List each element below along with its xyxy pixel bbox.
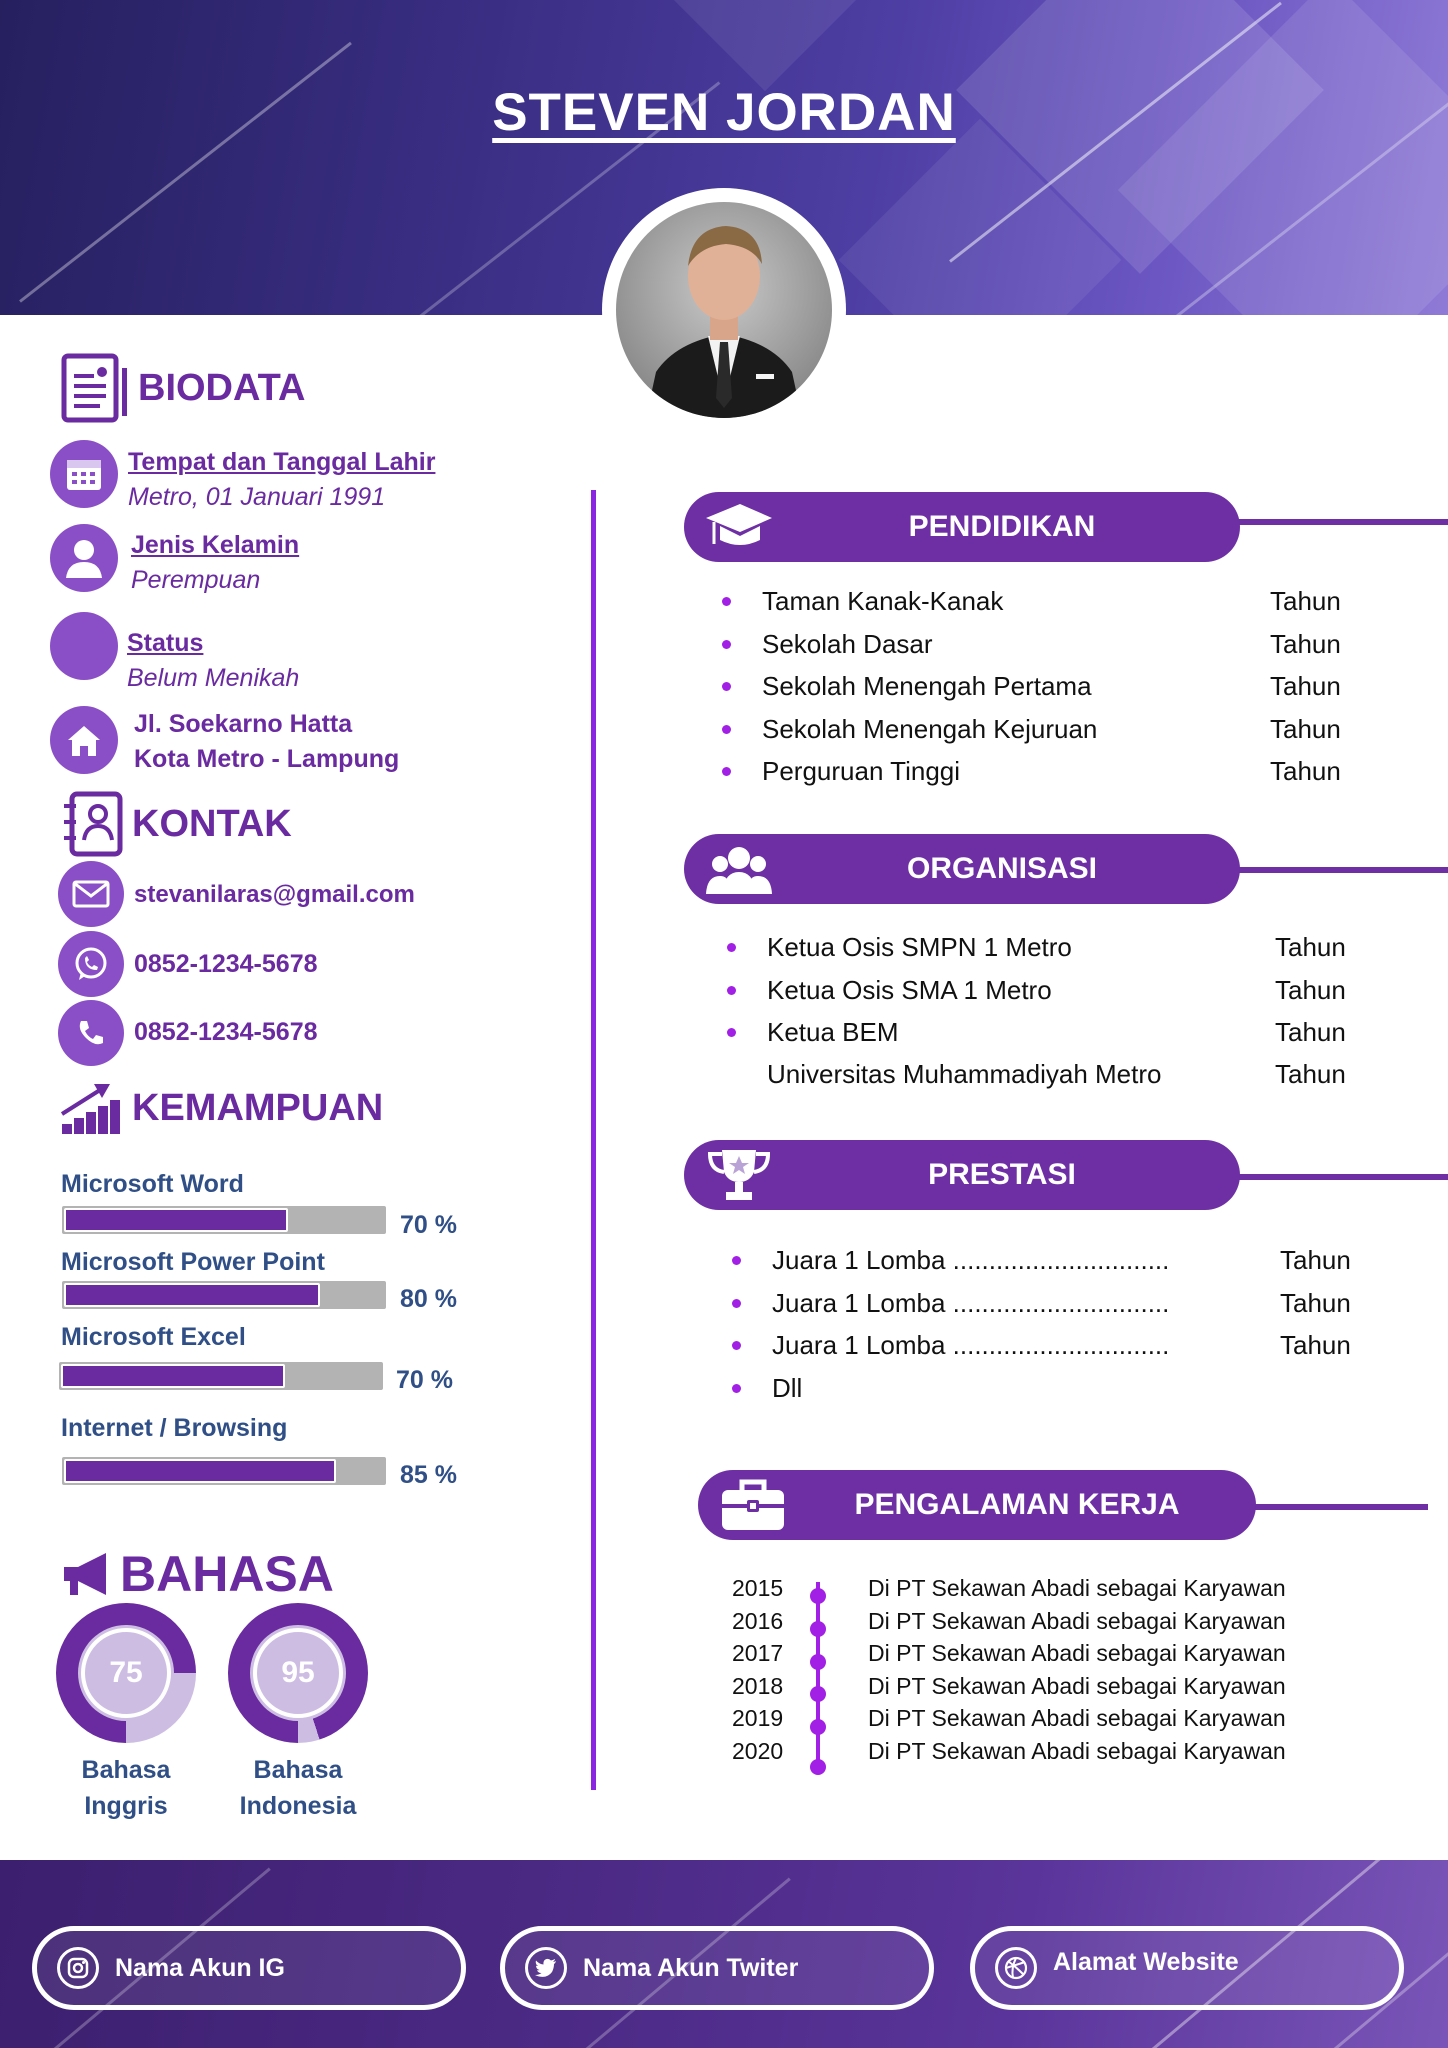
skill-percent: 80 %: [400, 1285, 457, 1313]
timeline-text: Di PT Sekawan Abadi sebagai Karyawan: [868, 1607, 1286, 1634]
website-link[interactable]: [970, 1926, 1404, 2010]
education-name: Taman Kanak-Kanak: [762, 586, 1004, 616]
skill-bar-fill: [64, 1283, 320, 1307]
bullet: [732, 1341, 741, 1350]
email-text[interactable]: stevanilaras@gmail.com: [134, 881, 415, 908]
skill-name: Microsoft Power Point: [61, 1248, 325, 1276]
gender-value: Perempuan: [131, 566, 261, 594]
list-item: [767, 1011, 1367, 1054]
education-name: Perguruan Tinggi: [762, 756, 961, 786]
language-heading: [60, 1545, 334, 1603]
language-label-line1: Bahasa: [81, 1756, 171, 1784]
skills-heading: [60, 1080, 383, 1136]
whatsapp-number[interactable]: 0852-1234-5678: [134, 950, 318, 978]
bullet: [732, 1299, 741, 1308]
bullet: [722, 767, 731, 776]
website-label: Alamat Website: [1053, 1947, 1239, 1976]
list-item: [762, 750, 1362, 793]
address-line1: Jl. Soekarno Hatta: [134, 710, 353, 738]
bullet: [732, 1384, 741, 1393]
address-line2: Kota Metro - Lampung: [134, 745, 400, 773]
skill-percent: 70 %: [400, 1211, 457, 1239]
skill-bar: [62, 1281, 386, 1309]
calendar-icon: [50, 440, 118, 508]
biodata-heading: [60, 352, 305, 424]
timeline-dot: [810, 1759, 826, 1775]
skill-name: Microsoft Excel: [61, 1323, 246, 1351]
timeline-dot: [810, 1621, 826, 1637]
education-year: Tahun: [1270, 671, 1341, 701]
skill-bar: [59, 1362, 383, 1390]
language-label-line2: Indonesia: [239, 1792, 357, 1820]
organization-year: Tahun: [1275, 974, 1346, 1005]
list-item: [772, 1324, 1372, 1367]
achievement-name: Dll: [772, 1372, 803, 1403]
skill-bar: [62, 1457, 386, 1485]
education-banner: [684, 492, 1240, 562]
bullet: [722, 682, 731, 691]
timeline-dot: [810, 1686, 826, 1702]
growth-chart-icon: [60, 1080, 124, 1136]
organization-banner: [684, 834, 1240, 904]
gender-label: Jenis Kelamin: [131, 531, 300, 559]
list-item: [762, 665, 1362, 708]
education-title: PENDIDIKAN: [908, 510, 1096, 543]
document-icon: [60, 352, 130, 424]
language-label: [218, 1752, 378, 1824]
achievement-year: Tahun: [1280, 1330, 1351, 1360]
education-year: Tahun: [1270, 756, 1341, 786]
skill-percent: 70 %: [396, 1366, 453, 1394]
education-year: Tahun: [1270, 628, 1341, 659]
contact-title: KONTAK: [132, 802, 292, 845]
list-item: [767, 926, 1367, 969]
bullet: [727, 1028, 736, 1037]
language-label-line2: Inggris: [84, 1792, 168, 1820]
bullet: [727, 943, 736, 952]
organization-name: Ketua Osis SMPN 1 Metro: [767, 932, 1072, 962]
organization-name: Ketua Osis SMA 1 Metro: [767, 974, 1052, 1005]
bullet: [732, 1256, 741, 1265]
timeline-text: Di PT Sekawan Abadi sebagai Karyawan: [868, 1640, 1286, 1666]
language-gauge: [228, 1603, 368, 1743]
birth-value: Metro, 01 Januari 1991: [128, 483, 386, 511]
organization-name: Universitas Muhammadiyah Metro: [767, 1058, 1162, 1089]
list-item: [772, 1367, 1372, 1410]
education-name: Sekolah Menengah Kejuruan: [762, 713, 1098, 744]
timeline-year: 2017: [732, 1640, 784, 1666]
achievement-name: Juara 1 Lomba ..............................: [772, 1287, 1170, 1318]
language-gauge: [56, 1603, 196, 1743]
organization-name: Ketua BEM: [767, 1017, 899, 1047]
whatsapp-icon: [58, 931, 124, 997]
list-item: [762, 580, 1362, 623]
timeline-year: 2018: [732, 1672, 784, 1699]
instagram-link[interactable]: [32, 1926, 466, 2010]
organization-year: Tahun: [1275, 1058, 1346, 1089]
education-name: Sekolah Menengah Pertama: [762, 671, 1092, 701]
experience-banner: [698, 1470, 1256, 1540]
skill-name: Microsoft Word: [61, 1170, 244, 1198]
timeline-dot: [810, 1588, 826, 1604]
skill-bar-fill: [64, 1208, 288, 1232]
list-item: [767, 1054, 1367, 1094]
organization-list: [767, 926, 1367, 1094]
person-silhouette-icon: [616, 202, 832, 418]
page-title: STEVEN JORDAN: [492, 83, 956, 142]
organization-year: Tahun: [1275, 1017, 1346, 1047]
education-list: [762, 580, 1362, 793]
phone-number[interactable]: 0852-1234-5678: [134, 1018, 318, 1046]
language-score: 75: [81, 1628, 171, 1718]
experience-title: PENGALAMAN KERJA: [854, 1488, 1180, 1521]
timeline-dot: [810, 1654, 826, 1670]
status-icon: [50, 612, 118, 680]
bullet: [727, 986, 736, 995]
megaphone-icon: [60, 1549, 112, 1599]
timeline-year: 2019: [732, 1705, 784, 1731]
language-label: [56, 1752, 196, 1824]
skill-bar-fill: [64, 1459, 336, 1483]
skill-bar: [62, 1206, 386, 1234]
list-item: [762, 623, 1362, 666]
timeline-line: [816, 1582, 820, 1767]
language-score: 95: [253, 1628, 343, 1718]
list-item: [762, 708, 1362, 751]
home-icon: [50, 706, 118, 774]
biodata-title: BIODATA: [138, 366, 306, 409]
twitter-label: Nama Akun Twiter: [583, 1953, 799, 1982]
contact-heading: [62, 790, 292, 858]
contact-book-icon: [62, 790, 124, 858]
organization-year: Tahun: [1275, 932, 1346, 962]
instagram-label: Nama Akun IG: [115, 1953, 285, 1982]
skills-title: KEMAMPUAN: [132, 1086, 384, 1129]
timeline-dot: [810, 1719, 826, 1735]
list-item: [772, 1239, 1372, 1282]
achievement-list: [772, 1239, 1372, 1409]
email-icon: [58, 861, 124, 927]
birth-label: Tempat dan Tanggal Lahir: [128, 448, 436, 476]
twitter-link[interactable]: [500, 1926, 934, 2010]
address: [134, 707, 399, 777]
status-label: Status: [127, 629, 204, 657]
organization-title: ORGANISASI: [906, 852, 1098, 885]
timeline-year: 2020: [732, 1737, 784, 1764]
timeline-text: Di PT Sekawan Abadi sebagai Karyawan: [868, 1737, 1286, 1764]
achievement-name: Juara 1 Lomba ..............................: [772, 1330, 1170, 1360]
timeline-text: Di PT Sekawan Abadi sebagai Karyawan: [868, 1705, 1286, 1731]
bullet: [722, 597, 731, 606]
skill-bar-fill: [61, 1364, 285, 1388]
twitter-icon: [525, 1947, 567, 1989]
instagram-icon: [57, 1947, 99, 1989]
skill-name: Internet / Browsing: [61, 1414, 288, 1442]
timeline-text: Di PT Sekawan Abadi sebagai Karyawan: [868, 1672, 1286, 1699]
language-label-line1: Bahasa: [253, 1756, 343, 1784]
globe-icon: [995, 1947, 1037, 1989]
bullet: [722, 640, 731, 649]
timeline-year: 2016: [732, 1607, 784, 1634]
timeline-year: 2015: [732, 1575, 784, 1601]
language-title: BAHASA: [120, 1546, 334, 1602]
education-year: Tahun: [1270, 713, 1341, 744]
bullet: [722, 725, 731, 734]
achievement-title: PRESTASI: [928, 1158, 1076, 1191]
profile-photo: [602, 188, 846, 432]
skill-percent: 85 %: [400, 1461, 457, 1489]
achievement-year: Tahun: [1280, 1287, 1351, 1318]
achievement-name: Juara 1 Lomba ..............................: [772, 1245, 1170, 1275]
status-value: Belum Menikah: [127, 664, 300, 692]
list-item: [772, 1282, 1372, 1325]
education-year: Tahun: [1270, 586, 1341, 616]
phone-icon: [58, 1000, 124, 1066]
achievement-banner: [684, 1140, 1240, 1210]
column-divider: [591, 490, 596, 1790]
education-name: Sekolah Dasar: [762, 628, 933, 659]
timeline-text: Di PT Sekawan Abadi sebagai Karyawan: [868, 1575, 1286, 1601]
achievement-year: Tahun: [1280, 1245, 1351, 1275]
user-female-icon: [50, 524, 118, 592]
list-item: [767, 969, 1367, 1012]
